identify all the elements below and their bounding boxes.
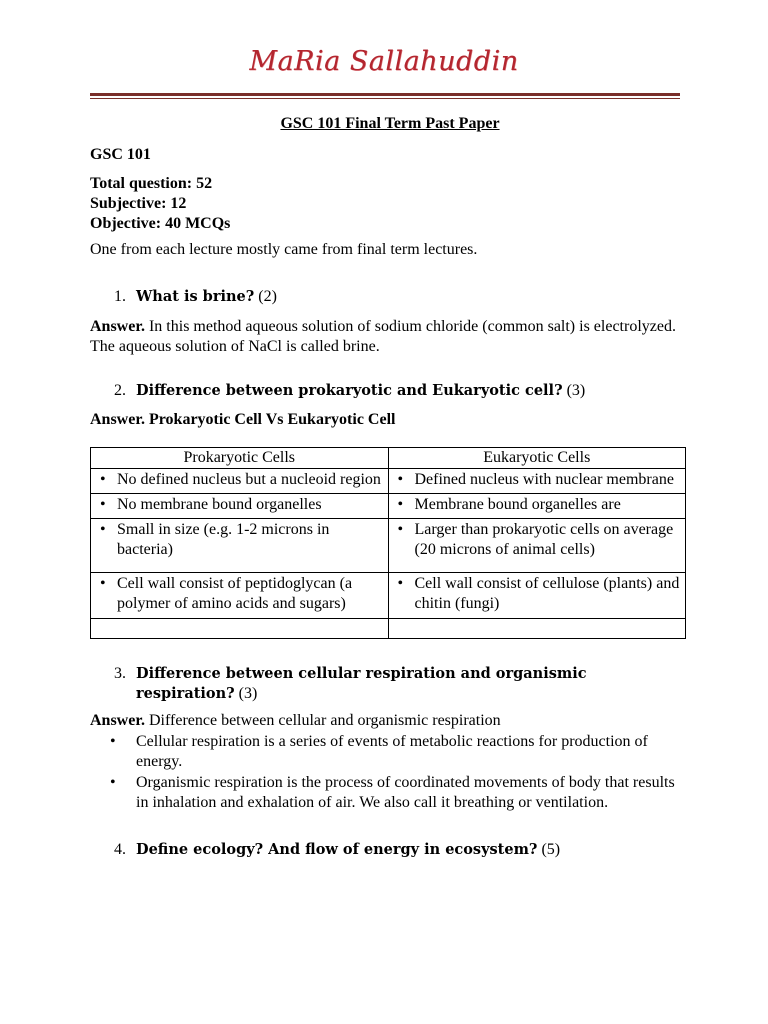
question-3 — [90, 664, 690, 704]
table-row-empty — [91, 619, 686, 639]
question-marks: (3) — [238, 685, 258, 702]
table-header-prokaryotic: Prokaryotic Cells — [91, 448, 389, 469]
list-item: • Small in size (e.g. 1-2 microns in bacteria) — [117, 520, 384, 560]
table-row — [91, 519, 686, 573]
course-code: GSC 101 — [90, 146, 151, 163]
list-item: • Organismic respiration is the process of coordinated movements of body that results in inhalation and exhalation of air. We also call it breathing or ventilation. — [136, 773, 690, 813]
question-2 — [90, 381, 690, 401]
table-cell — [91, 469, 389, 494]
exam-stats — [90, 174, 690, 234]
author-signature: MaRia Sallahuddin — [249, 46, 519, 77]
question-4 — [90, 840, 690, 860]
table-row — [91, 573, 686, 619]
question-number: 1. — [114, 288, 126, 305]
question-marks: (3) — [566, 382, 586, 399]
list-item: • Larger than prokaryotic cells on average (20 microns of animal cells) — [415, 520, 682, 560]
question-text: Difference between cellular respiration and organismic respiration? — [136, 665, 587, 702]
answer-2-heading: Answer. Prokaryotic Cell Vs Eukaryotic Cell — [90, 411, 396, 428]
list-item: • No membrane bound organelles — [117, 495, 384, 515]
question-1 — [90, 287, 690, 307]
table-header-eukaryotic: Eukaryotic Cells — [388, 448, 686, 469]
question-text: What is brine? — [136, 288, 255, 305]
answer-text: Difference between cellular and organismic respiration — [148, 712, 501, 729]
document-body — [90, 114, 690, 860]
list-item: • Defined nucleus with nuclear membrane — [415, 470, 682, 490]
question-text: Define ecology? And flow of energy in ecosystem? — [136, 841, 538, 858]
header-rule-thick — [90, 93, 680, 96]
list-item: • Cellular respiration is a series of events of metabolic reactions for production of energy. — [136, 732, 690, 772]
list-item: • No defined nucleus but a nucleoid region — [117, 470, 384, 490]
cell-comparison-table — [90, 447, 686, 639]
answer-1 — [90, 317, 690, 357]
answer-text: In this method aqueous solution of sodium chloride (common salt) is electrolyzed. The aqueous solution of NaCl is called brine. — [90, 318, 676, 355]
header-rule-thin — [90, 98, 680, 99]
answer-label: Answer. — [90, 712, 145, 729]
question-marks: (5) — [541, 841, 561, 858]
question-marks: (2) — [258, 288, 277, 305]
table-cell — [91, 519, 389, 573]
stat-objective: Objective: 40 MCQs — [90, 215, 231, 232]
answer-3-bullets — [90, 732, 690, 813]
table-row — [91, 494, 686, 519]
stat-subjective: Subjective: 12 — [90, 195, 187, 212]
question-number: 4. — [114, 841, 126, 858]
stat-total: Total question: 52 — [90, 175, 213, 192]
table-header-row — [91, 448, 686, 469]
table-cell — [91, 619, 389, 639]
list-item: • Cell wall consist of peptidoglycan (a polymer of amino acids and sugars) — [117, 574, 384, 614]
intro-text: One from each lecture mostly came from final term lectures. — [90, 241, 478, 258]
table-cell — [388, 619, 686, 639]
list-item: • Cell wall consist of cellulose (plants) and chitin (fungi) — [415, 574, 682, 614]
question-number: 3. — [114, 665, 126, 682]
table-cell — [388, 573, 686, 619]
table-cell — [91, 494, 389, 519]
question-number: 2. — [114, 382, 126, 399]
table-cell — [388, 519, 686, 573]
table-cell — [388, 469, 686, 494]
list-item: • Membrane bound organelles are — [415, 495, 682, 515]
table-cell — [388, 494, 686, 519]
table-row — [91, 469, 686, 494]
question-text: Difference between prokaryotic and Eukaryotic cell? — [136, 382, 563, 399]
table-cell — [91, 573, 389, 619]
answer-label: Answer. — [90, 318, 145, 335]
page-title: GSC 101 Final Term Past Paper — [280, 115, 500, 132]
answer-3 — [90, 711, 690, 731]
